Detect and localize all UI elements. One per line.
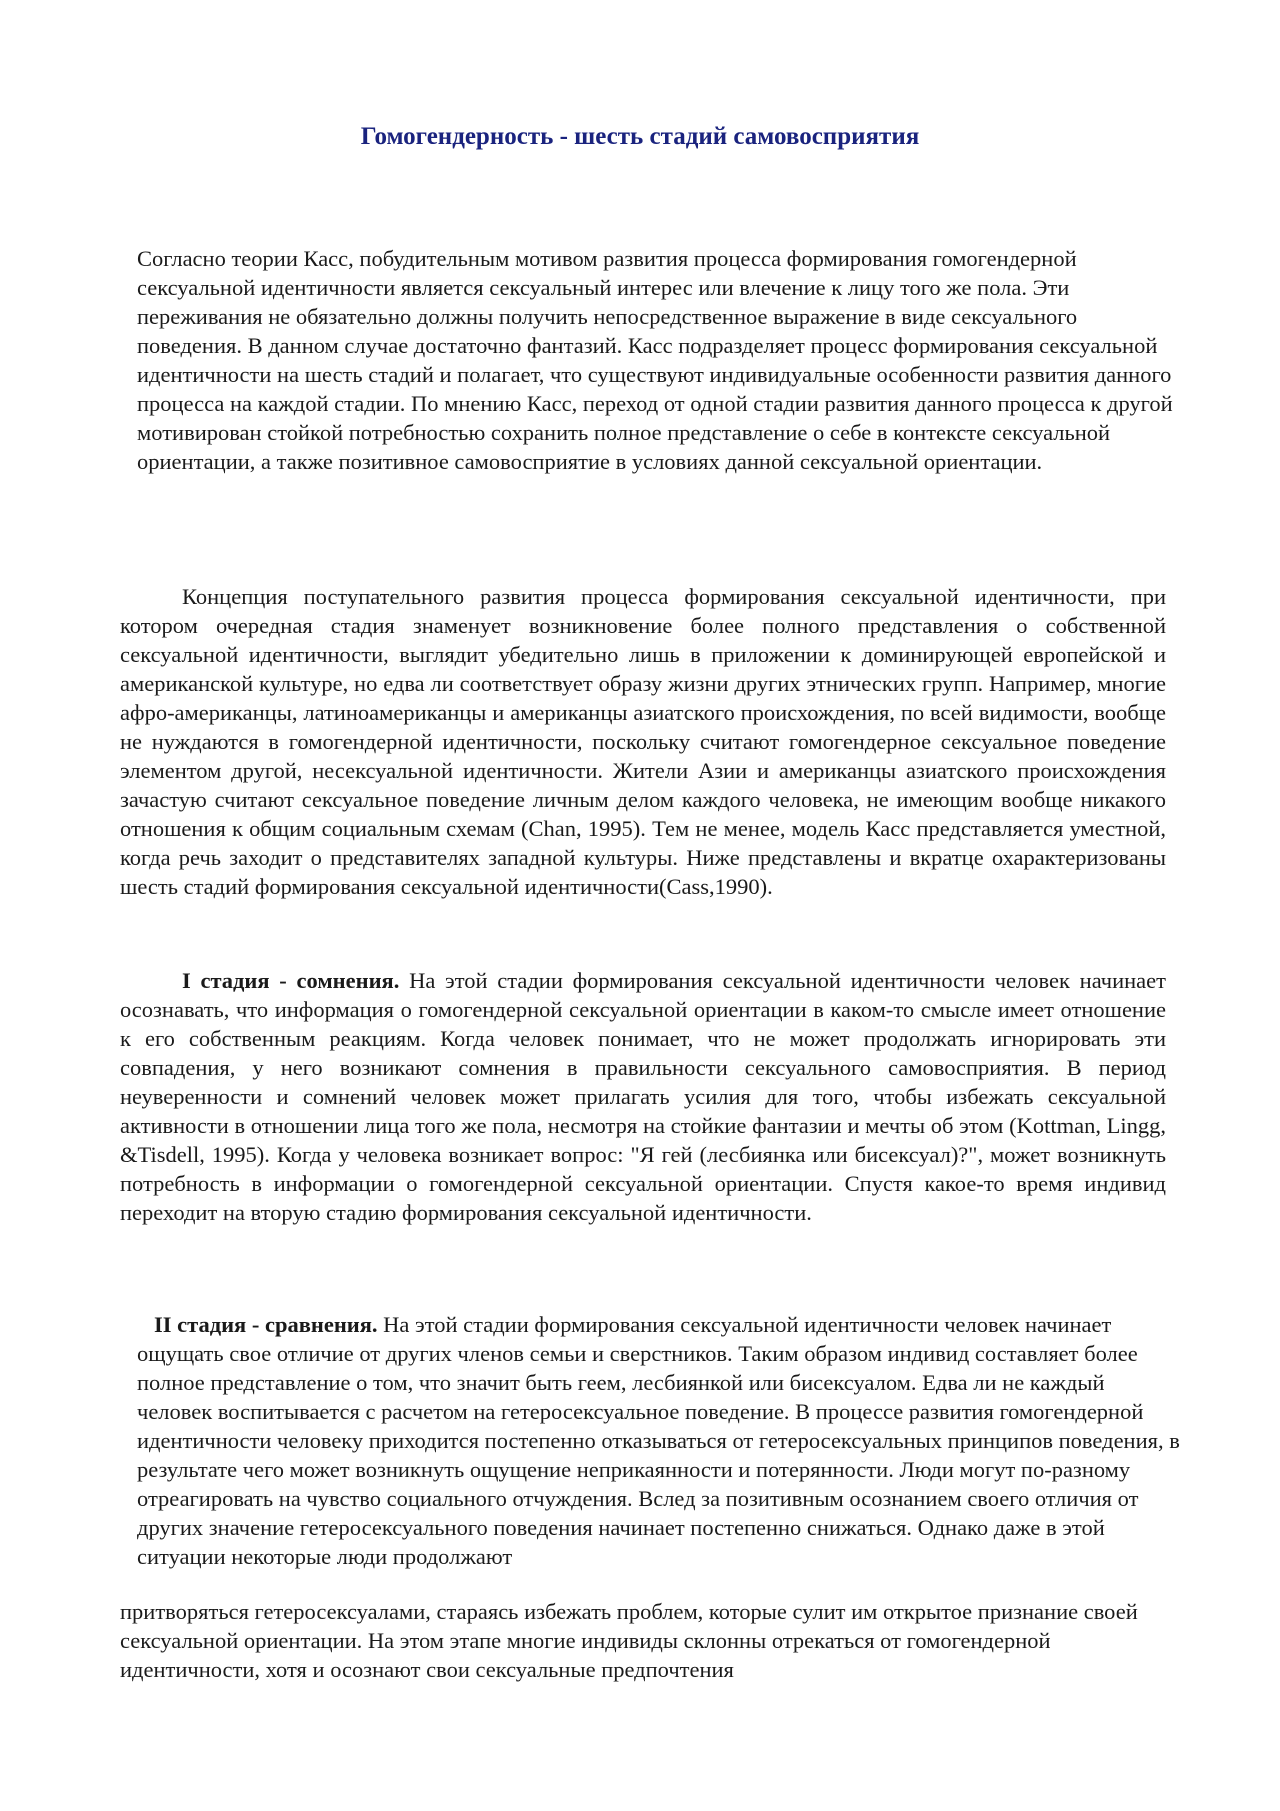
intro-paragraph: Согласно теории Касс, побудительным мотивом развития процесса формирования гомогендерной сексуальной идентичности является сексуальный интерес или влечение к лицу того же пола. Эти переживания не обязательно должны получить непосредственное выражение в виде сексуального поведения. В данном случае достаточно фантазий. Касс подразделяет процесс формирования сексуальной идентичности на шесть стадий и полагает, что существуют индивидуальные особенности развития данного процесса на каждой стадии. По мнению Касс, переход от одной стадии развития данного процесса к другой мотивирован стойкой потребностью сохранить полное представление о себе в контексте сексуальной ориентации, а также позитивное самовосприятие в условиях данной сексуальной ориентации. [137, 246, 1173, 474]
stage-2-heading: II стадия - сравнения. [154, 1312, 378, 1337]
stage-2-text: На этой стадии формирования сексуальной идентичности человек начинает ощущать свое отличие от других членов семьи и сверстников. Таким образом индивид составляет более полное представление о том, что значит быть геем, лесбиянкой или бисексуалом. Едва ли не каждый человек воспитывается с расчетом на гетеросексуальное поведение. В процессе развития гомогендерной идентичности человеку приходится постепенно отказываться от гетеросексуальных принципов поведения, в результате чего может возникнуть ощущение неприкаянности и потерянности. Люди могут по-разному отреагировать на чувство социального отчуждения. Вслед за позитивным осознанием своего отличия от других значение гетеросексуального поведения начинает постепенно снижаться. Однако даже в этой ситуации некоторые люди продолжают [137, 1312, 1180, 1569]
stage-1-heading: I стадия - сомнения. [182, 968, 400, 993]
concept-paragraph: Концепция поступательного развития процесса формирования сексуальной идентичности, при котором очередная стадия знаменует возникновение более полного представления о собственной сексуальной идентичности, выглядит убедительно лишь в приложении к доминирующей европейской и американской культуре, но едва ли соответствует образу жизни других этнических групп. Например, многие афро-американцы, латиноамериканцы и американцы азиатского происхождения, по всей видимости, вообще не нуждаются в гомогендерной идентичности, поскольку считают гомогендерное сексуальное поведение элементом другой, несексуальной идентичности. Жители Азии и американцы азиатского происхождения зачастую считают сексуальное поведение личным делом каждого человека, не имеющим вообще никакого отношения к общим социальным схемам (Chan, 1995). Тем не менее, модель Касс представляется уместной, когда речь заходит о представителях западной культуры. Ниже представлены и вкратце охарактеризованы шесть стадий формирования сексуальной идентичности(Cass,1990). [120, 584, 1166, 899]
page-title: Гомогендерность - шесть стадий самовосприятия [360, 123, 920, 150]
stage-2-continuation: притворяться гетеросексуалами, стараясь избежать проблем, которые сулит им открытое признание своей сексуальной ориентации. На этом этапе многие индивиды склонны отрекаться от гомогендерной идентичности, хотя и осознают свои сексуальные предпочтения [120, 1599, 1138, 1682]
stage-1-paragraph [120, 966, 1166, 1227]
stage-2-paragraph [120, 1310, 1180, 1571]
stage-1-text: На этой стадии формирования сексуальной идентичности человек начинает осознавать, что информация о гомогендерной сексуальной ориентации в каком-то смысле имеет отношение к его собственным реакциям. Когда человек понимает, что не может продолжать игнорировать эти совпадения, у него возникают сомнения в правильности сексуального самовосприятия. В период неуверенности и сомнений человек может прилагать усилия для того, чтобы избежать сексуальной активности в отношении лица того же пола, несмотря на стойкие фантазии и мечты об этом (Kottman, Lingg, &Tisdell, 1995). Когда у человека возникает вопрос: "Я гей (лесбиянка или бисексуал)?", может возникнуть потребность в информации о гомогендерной сексуальной ориентации. Спустя какое-то время индивид переходит на вторую стадию формирования сексуальной идентичности. [120, 968, 1166, 1225]
